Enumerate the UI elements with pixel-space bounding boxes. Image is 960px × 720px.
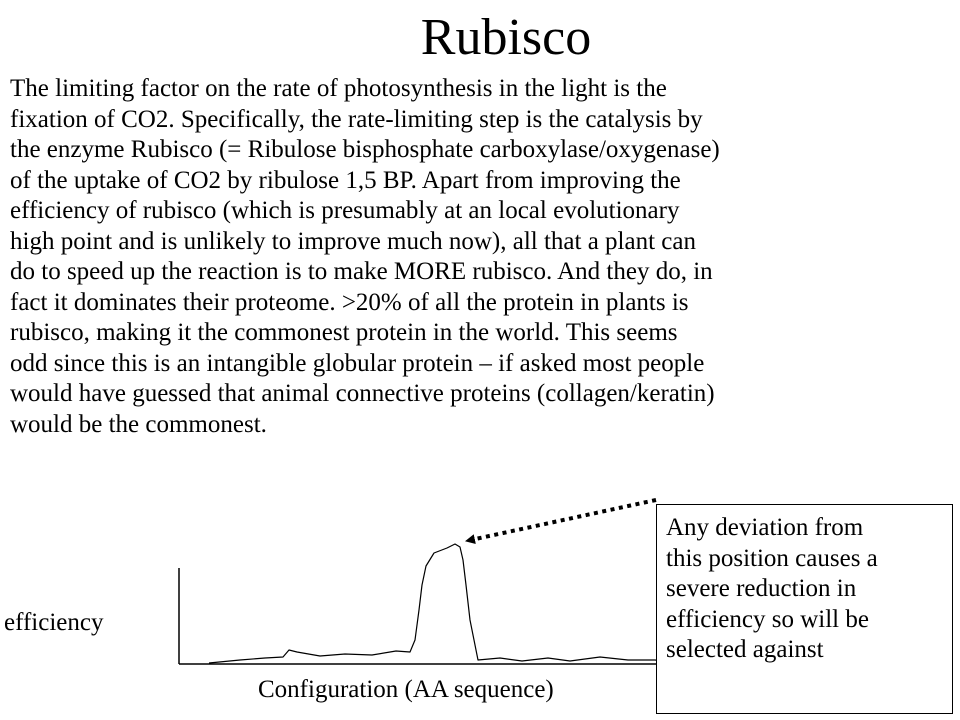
- callout-line: selected against: [666, 636, 824, 663]
- body-line: fact it dominates their proteome. >20% of all the protein in plants is: [10, 288, 689, 316]
- body-line: high point and is unlikely to improve much now), all that a plant can: [10, 227, 696, 255]
- callout-pointer-arrow: [466, 500, 656, 541]
- body-line: would have guessed that animal connective proteins (collagen/keratin): [10, 380, 715, 407]
- efficiency-curve: [209, 544, 672, 663]
- x-axis-label: Configuration (AA sequence): [258, 676, 554, 703]
- y-axis-label: efficiency: [4, 609, 104, 636]
- body-line: efficiency of rubisco (which is presumably at an local evolutionary: [10, 197, 680, 224]
- callout-line: efficiency so will be: [666, 605, 869, 633]
- body-line: rubisco, making it the commonest protein in the world. This seems: [10, 319, 678, 346]
- body-line: fixation of CO2. Specifically, the rate-limiting step is the catalysis by: [10, 105, 703, 133]
- body-line: of the uptake of CO2 by ribulose 1,5 BP. Apart from improving the: [10, 166, 681, 194]
- body-line: the enzyme Rubisco (= Ribulose bisphosphate carboxylase/oxygenase): [10, 136, 720, 163]
- slide-title: Rubisco: [420, 9, 592, 66]
- body-line: The limiting factor on the rate of photosynthesis in the light is the: [10, 75, 667, 102]
- callout-line: Any deviation from: [666, 514, 864, 541]
- callout-line: severe reduction in: [666, 575, 857, 602]
- callout-box: [656, 504, 953, 714]
- callout-line: this position causes a: [666, 544, 878, 572]
- body-line: odd since this is an intangible globular protein – if asked most people: [10, 349, 705, 377]
- body-line: do to speed up the reaction is to make MORE rubisco. And they do, in: [10, 258, 713, 285]
- body-line: would be the commonest.: [10, 410, 267, 438]
